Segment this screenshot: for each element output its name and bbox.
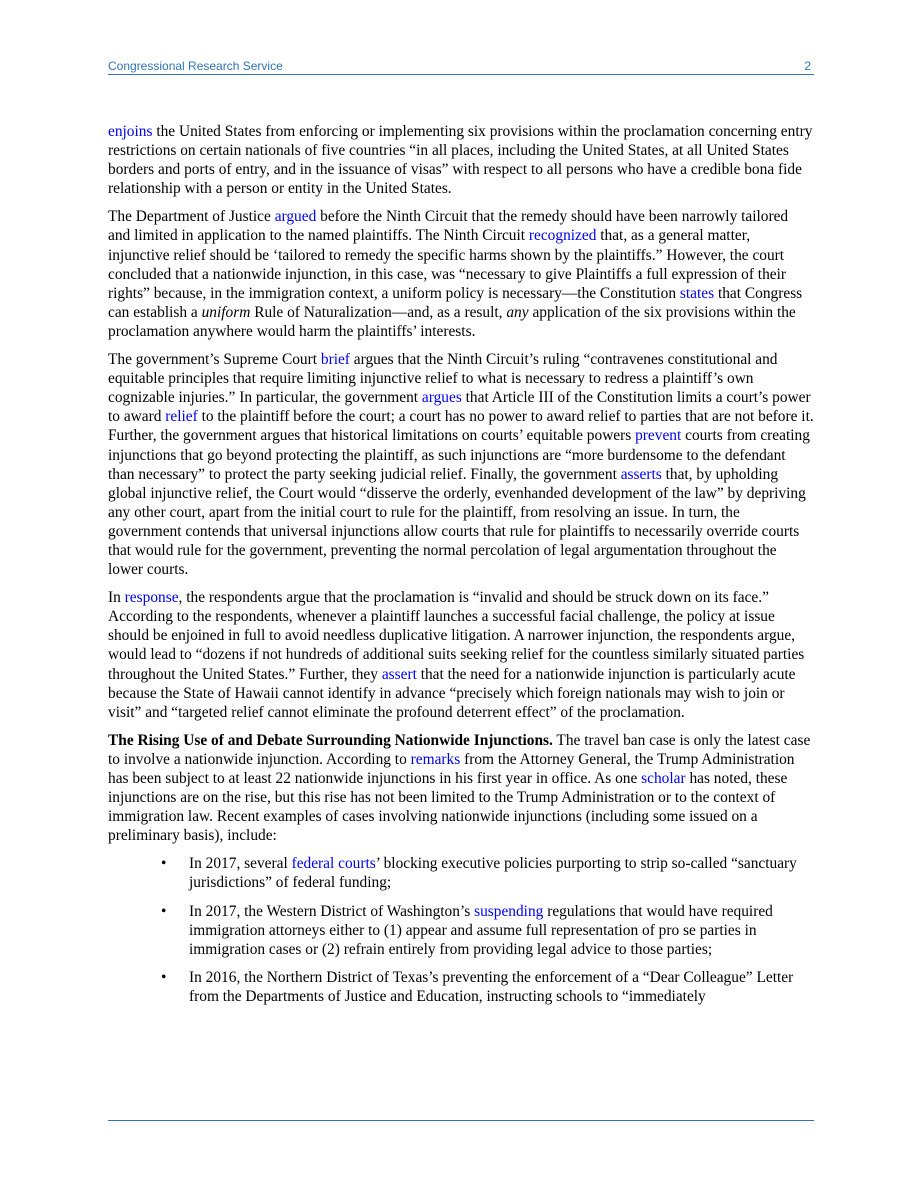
header-page-number: 2 [804, 59, 811, 73]
bullet-icon: • [161, 902, 167, 920]
link-recognized[interactable]: recognized [528, 227, 597, 245]
header-publisher: Congressional Research Service [108, 59, 283, 73]
text: The government’s Supreme Court [108, 351, 321, 369]
paragraph-respondents-response [108, 588, 814, 722]
bullet-icon: • [161, 855, 167, 873]
text: The Department of Justice [108, 208, 275, 226]
link-assert[interactable]: assert [381, 665, 417, 683]
text: from the Attorney General, the Trump Administration has been subject to at least 22 nationwide injunctions in his first year in office. As one [108, 750, 795, 787]
link-enjoins[interactable]: enjoins [108, 123, 153, 140]
text: that Congress can establish a [108, 284, 803, 321]
text: Rule of Naturalization—and, as a result, [250, 303, 507, 321]
footer-rule [108, 1120, 814, 1121]
text: In [108, 589, 125, 607]
text: that, as a general matter, injunctive relief should be ‘tailored to remedy the specific harms shown by the plaintiffs.” However, the court concluded that a nationwide injunction, in this case, was “necessary to give Plaintiffs a full expression of their rights” because, in the immigration context, a uniform policy is necessary—the Constitution [108, 227, 787, 302]
paragraph-rising-use [108, 731, 814, 846]
link-federal-courts[interactable]: federal courts [291, 855, 376, 873]
text: ’ blocking executive policies purporting to strip so-called “sanctuary jurisdictions” of federal funding; [189, 855, 797, 892]
text: courts from creating injunctions that go beyond protecting the plaintiff, as such injunctions are “more burdensome to the defendant than necessary” to protect the party seeking judicial relief. Finally, the government [108, 427, 810, 483]
link-asserts[interactable]: asserts [620, 465, 662, 483]
text: to the plaintiff before the court; a court has no power to award relief to parties that are not before it. Further, the government argues that historical limitations on courts’ equitable powers [108, 408, 814, 445]
link-argued[interactable]: argued [274, 208, 317, 226]
text: before the Ninth Circuit that the remedy should have been narrowly tailored and limited in application to the named plaintiffs. The Ninth Circuit [108, 208, 789, 245]
link-argues[interactable]: argues [421, 389, 462, 407]
text: that Article III of the Constitution limits a court’s power to award [108, 389, 811, 426]
link-relief[interactable]: relief [165, 408, 198, 426]
text: , the respondents argue that the proclamation is “invalid and should be struck down on its face.” According to the respondents, whenever a plaintiff launches a successful facial challenge, the policy at issue should be enjoined in full to avoid needless duplicative litigation. A narrower injunction, the respondents argue, would lead to “dozens if not hundreds of additional suits seeking relief for the countless similarly situated parties throughout the United States.” Further, they [108, 589, 805, 683]
page-header [108, 58, 814, 75]
text: that the need for a nationwide injunction is particularly acute because the State of Hawaii cannot identify in advance “precisely which foreign nationals may wish to join or visit” and “targeted relief cannot eliminate the profound deterrent effect” of the proclamation. [108, 665, 796, 721]
emphasis-uniform: uniform [201, 303, 251, 321]
list-item [108, 854, 814, 892]
link-response[interactable]: response [124, 589, 179, 607]
text: application of the six provisions within the proclamation anywhere would harm the plaintiffs’ interests. [108, 303, 796, 340]
list-item [108, 902, 814, 959]
list-item [108, 968, 814, 1006]
bullet-icon: • [161, 968, 167, 986]
text: that, by upholding global injunctive relief, the Court would “disserve the orderly, evenhanded development of the law” by depriving any other court, apart from the initial court to rule for the plaintiff, from resolving an issue. In turn, the government contends that universal injunctions allow courts that rule for plaintiffs to necessarily override courts that would rule for the government, preventing the normal percolation of legal argumentation throughout the lower courts. [108, 465, 806, 579]
link-states[interactable]: states [679, 284, 715, 302]
link-prevent[interactable]: prevent [635, 427, 682, 445]
link-scholar[interactable]: scholar [641, 770, 686, 787]
text: In 2016, the Northern District of Texas’s preventing the enforcement of a “Dear Colleague” Letter from the Departments of Justice and Education, instructing schools to “immediately [189, 968, 794, 1005]
examples-list [108, 854, 814, 1006]
text: argues that the Ninth Circuit’s ruling “contravenes constitutional and equitable principles that require limiting injunctive relief to what is necessary to redress a plaintiff’s own cognizable injuries.” In particular, the government [108, 351, 778, 407]
paragraph-government-brief [108, 350, 814, 579]
link-remarks[interactable]: remarks [410, 750, 461, 768]
text: has noted, these injunctions are on the rise, but this rise has not been limited to the Trump Administration or to the context of immigration law. Recent examples of cases involving nationwide injunctions (including some issued on a preliminary basis), include: [108, 770, 788, 845]
emphasis-any: any [506, 303, 529, 321]
document-body [108, 122, 814, 1015]
text: regulations that would have required immigration attorneys either to (1) appear and assume full representation of pro se parties in immigration cases or (2) refrain entirely from providing legal advice to those parties; [189, 902, 773, 958]
link-suspending[interactable]: suspending [474, 902, 544, 920]
text: The travel ban case is only the latest case to involve a nationwide injunction. According to [108, 731, 811, 768]
paragraph-doj-argument [108, 207, 814, 341]
link-brief[interactable]: brief [320, 351, 350, 369]
text: In 2017, the Western District of Washington’s [189, 902, 475, 920]
paragraph-injunction-scope [108, 122, 814, 198]
text: the United States from enforcing or implementing six provisions within the proclamation concerning entry restrictions on certain nationals of five countries “in all places, including the United States, at all United States borders and ports of entry, and in the issuance of visas” with respect to all persons who have a credible bona fide relationship with a person or entity in the United States. [108, 123, 813, 198]
section-heading: The Rising Use of and Debate Surrounding Nationwide Injunctions. [108, 731, 553, 749]
text: In 2017, several [189, 855, 292, 873]
